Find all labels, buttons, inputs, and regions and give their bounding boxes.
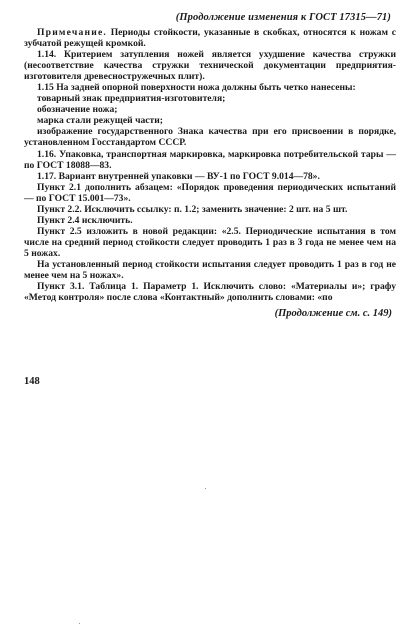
clause-2-1: Пункт 2.1 дополнить абзацем: «Порядок проведения периодических испытаний — по ГОСТ 15.001—73». [24,181,396,204]
note-label: Примечание. [37,27,107,38]
continued-note: (Продолжение см. с. 149) [274,308,392,320]
clause-1-16: 1.16. Упаковка, транспортная маркировка, маркировка потребительской тары — по ГОСТ 18088—83. [24,148,396,171]
clause-3-1: Пункт 3.1. Таблица 1. Параметр 1. Исключить слово: «Материалы и»; графу «Метод контроля» после слова «Контактный» дополнить словами: «по [24,281,396,304]
scan-speck [205,488,206,489]
page-number: 148 [24,376,40,387]
clause-2-4: Пункт 2.4 исключить. [37,214,133,226]
document-body [24,27,396,319]
scan-speck [79,623,80,624]
note-text: Периоды стойкости, указанные в скобках, относятся к ножам с зубчатой режущей кромкой. [24,27,396,50]
clause-1-14: 1.14. Критерием затупления ножей является ухудшение качества стружки (несоответствие качества стружки технической документации предприятия-изготовителя древесностружечных плит). [24,49,396,83]
marking-item-steel-grade: марка стали режущей части; [37,115,163,127]
clause-2-5-continued: На установленный период стойкости испытания следует проводить 1 раз в год не менее чем на 5 ножах». [24,258,396,282]
marking-item-designation: обозначение ножа; [37,104,118,116]
continuation-header: (Продолжение изменения к ГОСТ 17315—71) [175,12,391,23]
clause-2-5: Пункт 2.5 изложить в новой редакции: «2.5. Периодические испытания в том числе на средний период стойкости следует проводить 1 раз в 3 года не менее чем на 5 ножах. [24,225,396,259]
clause-2-2: Пункт 2.2. Исключить ссылку: п. 1.2; заменить значение: 2 шт. на 5 шт. [37,203,348,215]
marking-item-quality-mark: изображение государственного Знака качества при его присвоении в порядке, установленном Госстандартом СССР. [24,126,396,149]
note-paragraph [24,27,396,49]
marking-item-trademark: товарный знак предприятия-изготовителя; [37,93,226,105]
clause-1-17: 1.17. Вариант внутренней упаковки — ВУ-1 по ГОСТ 9.014—78». [37,170,320,182]
clause-1-15: 1.15 На задней опорной поверхности ножа должны быть четко нанесены: [37,82,356,94]
